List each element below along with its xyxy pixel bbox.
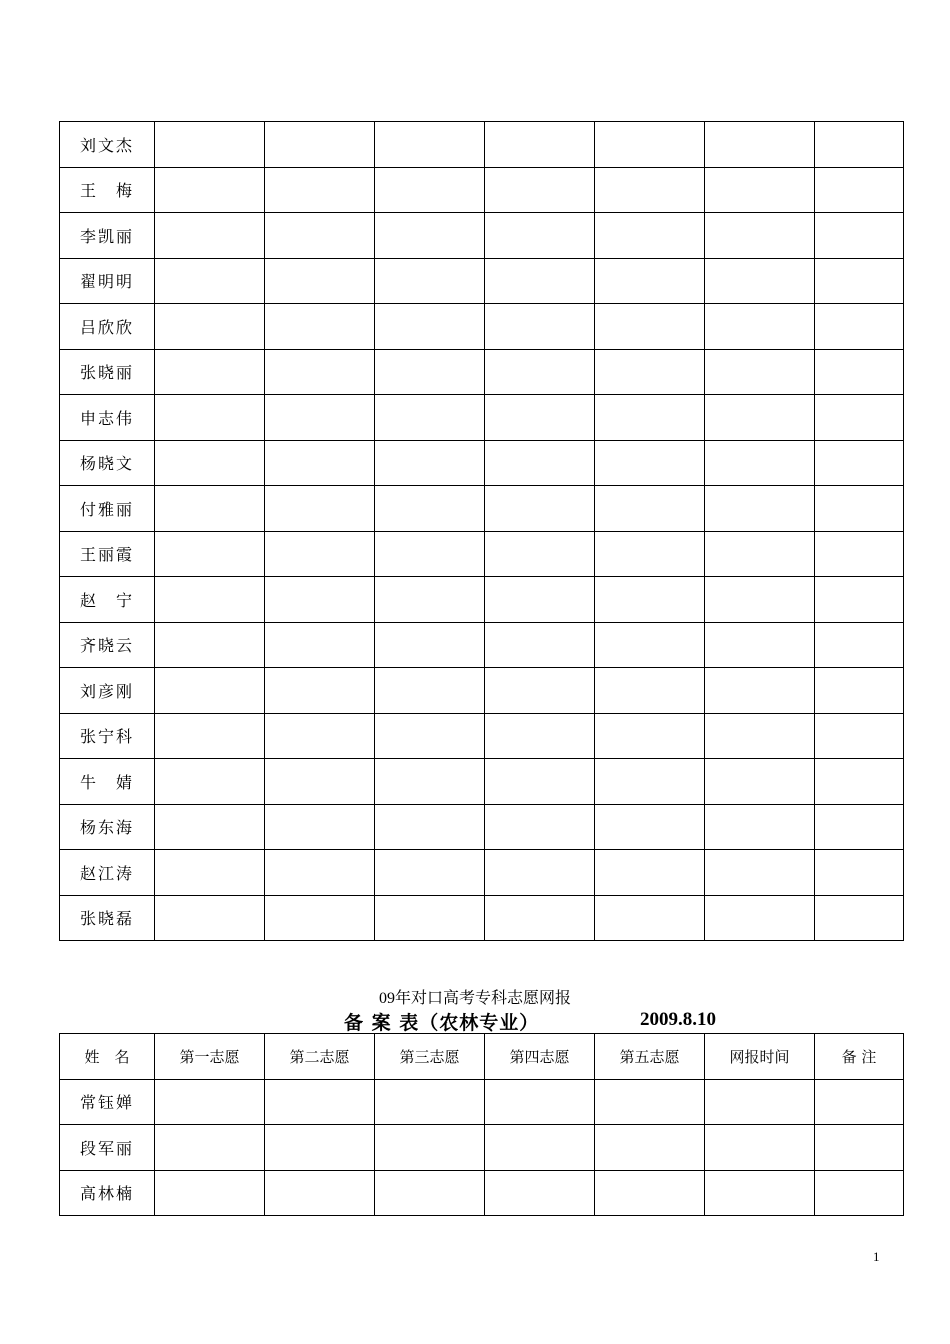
empty-cell[interactable] — [705, 1079, 815, 1125]
empty-cell[interactable] — [705, 1170, 815, 1216]
header-choice-4: 第四志愿 — [485, 1034, 595, 1080]
empty-cell[interactable] — [705, 395, 815, 441]
student-name-cell: 杨东海 — [60, 804, 155, 850]
empty-cell[interactable] — [155, 258, 265, 304]
empty-cell[interactable] — [485, 850, 595, 896]
empty-cell[interactable] — [705, 531, 815, 577]
empty-cell[interactable] — [705, 804, 815, 850]
table-row — [60, 349, 904, 395]
student-name-cell: 张晓磊 — [60, 895, 155, 941]
empty-cell[interactable] — [375, 759, 485, 805]
empty-cell[interactable] — [485, 122, 595, 168]
student-name-cell: 李凯丽 — [60, 213, 155, 259]
header-row — [60, 1034, 904, 1080]
empty-cell[interactable] — [375, 395, 485, 441]
empty-cell[interactable] — [485, 486, 595, 532]
table-row — [60, 531, 904, 577]
empty-cell[interactable] — [705, 122, 815, 168]
empty-cell[interactable] — [705, 668, 815, 714]
empty-cell[interactable] — [375, 668, 485, 714]
table-row — [60, 622, 904, 668]
empty-cell[interactable] — [155, 895, 265, 941]
empty-cell[interactable] — [375, 213, 485, 259]
table-row — [60, 167, 904, 213]
empty-cell[interactable] — [705, 167, 815, 213]
empty-cell[interactable] — [265, 1170, 375, 1216]
top-registration-table — [59, 121, 904, 941]
student-name-cell: 常钰婵 — [60, 1079, 155, 1125]
empty-cell[interactable] — [485, 1125, 595, 1171]
empty-cell[interactable] — [155, 622, 265, 668]
empty-cell[interactable] — [375, 1079, 485, 1125]
empty-cell[interactable] — [265, 668, 375, 714]
table-row — [60, 850, 904, 896]
empty-cell[interactable] — [375, 850, 485, 896]
empty-cell[interactable] — [595, 1170, 705, 1216]
empty-cell[interactable] — [375, 577, 485, 623]
empty-cell[interactable] — [155, 395, 265, 441]
empty-cell[interactable] — [485, 1170, 595, 1216]
student-name-cell: 赵江涛 — [60, 850, 155, 896]
empty-cell[interactable] — [485, 668, 595, 714]
table-row — [60, 713, 904, 759]
empty-cell[interactable] — [375, 895, 485, 941]
empty-cell[interactable] — [705, 713, 815, 759]
bottom-table-body — [60, 1079, 904, 1216]
empty-cell[interactable] — [265, 349, 375, 395]
table-row — [60, 895, 904, 941]
table-row — [60, 486, 904, 532]
empty-cell[interactable] — [815, 759, 904, 805]
empty-cell[interactable] — [595, 395, 705, 441]
empty-cell[interactable] — [815, 531, 904, 577]
empty-cell[interactable] — [485, 304, 595, 350]
empty-cell[interactable] — [705, 258, 815, 304]
student-name-cell: 王 梅 — [60, 167, 155, 213]
empty-cell[interactable] — [595, 440, 705, 486]
empty-cell[interactable] — [595, 895, 705, 941]
empty-cell[interactable] — [815, 395, 904, 441]
empty-cell[interactable] — [595, 850, 705, 896]
empty-cell[interactable] — [705, 1125, 815, 1171]
empty-cell[interactable] — [375, 1170, 485, 1216]
empty-cell[interactable] — [815, 1170, 904, 1216]
empty-cell[interactable] — [595, 804, 705, 850]
student-name-cell: 王丽霞 — [60, 531, 155, 577]
empty-cell[interactable] — [595, 486, 705, 532]
empty-cell[interactable] — [705, 895, 815, 941]
table-row — [60, 668, 904, 714]
empty-cell[interactable] — [485, 577, 595, 623]
empty-cell[interactable] — [705, 850, 815, 896]
empty-cell[interactable] — [265, 167, 375, 213]
student-name-cell: 牛 婧 — [60, 759, 155, 805]
header-choice-3: 第三志愿 — [375, 1034, 485, 1080]
empty-cell[interactable] — [595, 759, 705, 805]
empty-cell[interactable] — [265, 486, 375, 532]
student-name-cell: 高林楠 — [60, 1170, 155, 1216]
empty-cell[interactable] — [705, 486, 815, 532]
header-remarks: 备 注 — [815, 1034, 904, 1080]
table-row — [60, 395, 904, 441]
empty-cell[interactable] — [595, 531, 705, 577]
form-subtitle: 09年对口高考专科志愿网报 — [378, 990, 571, 1007]
empty-cell[interactable] — [265, 713, 375, 759]
student-name-cell: 刘文杰 — [60, 122, 155, 168]
empty-cell[interactable] — [595, 1079, 705, 1125]
empty-cell[interactable] — [155, 713, 265, 759]
empty-cell[interactable] — [815, 213, 904, 259]
empty-cell[interactable] — [155, 1079, 265, 1125]
form-title: 备 案 表（农林专业） — [344, 1012, 540, 1034]
empty-cell[interactable] — [155, 668, 265, 714]
table-row — [60, 440, 904, 486]
empty-cell[interactable] — [595, 577, 705, 623]
student-name-cell: 付雅丽 — [60, 486, 155, 532]
empty-cell[interactable] — [595, 213, 705, 259]
empty-cell[interactable] — [155, 122, 265, 168]
empty-cell[interactable] — [265, 395, 375, 441]
empty-cell[interactable] — [705, 759, 815, 805]
student-name-cell: 申志伟 — [60, 395, 155, 441]
empty-cell[interactable] — [265, 440, 375, 486]
empty-cell[interactable] — [485, 713, 595, 759]
empty-cell[interactable] — [375, 349, 485, 395]
table-row — [60, 577, 904, 623]
header-choice-2: 第二志愿 — [265, 1034, 375, 1080]
empty-cell[interactable] — [485, 1079, 595, 1125]
empty-cell[interactable] — [815, 486, 904, 532]
empty-cell[interactable] — [155, 850, 265, 896]
empty-cell[interactable] — [375, 486, 485, 532]
header-choice-1: 第一志愿 — [155, 1034, 265, 1080]
student-name-cell: 赵 宁 — [60, 577, 155, 623]
student-name-cell: 吕欣欣 — [60, 304, 155, 350]
empty-cell[interactable] — [265, 258, 375, 304]
table-row — [60, 804, 904, 850]
empty-cell[interactable] — [155, 1125, 265, 1171]
empty-cell[interactable] — [265, 895, 375, 941]
empty-cell[interactable] — [265, 622, 375, 668]
table-row — [60, 1079, 904, 1125]
student-name-cell: 刘彦刚 — [60, 668, 155, 714]
header-submit-time: 网报时间 — [705, 1034, 815, 1080]
student-name-cell: 翟明明 — [60, 258, 155, 304]
empty-cell[interactable] — [815, 895, 904, 941]
empty-cell[interactable] — [595, 122, 705, 168]
empty-cell[interactable] — [815, 713, 904, 759]
empty-cell[interactable] — [485, 258, 595, 304]
empty-cell[interactable] — [155, 349, 265, 395]
student-name-cell: 张宁科 — [60, 713, 155, 759]
empty-cell[interactable] — [155, 531, 265, 577]
empty-cell[interactable] — [595, 349, 705, 395]
form-date: 2009.8.10 — [640, 1009, 716, 1030]
empty-cell[interactable] — [155, 577, 265, 623]
bottom-registration-table — [59, 1033, 904, 1216]
table-row — [60, 122, 904, 168]
empty-cell[interactable] — [705, 440, 815, 486]
empty-cell[interactable] — [375, 1125, 485, 1171]
empty-cell[interactable] — [155, 486, 265, 532]
empty-cell[interactable] — [705, 622, 815, 668]
empty-cell[interactable] — [155, 213, 265, 259]
empty-cell[interactable] — [705, 349, 815, 395]
empty-cell[interactable] — [705, 304, 815, 350]
empty-cell[interactable] — [265, 1125, 375, 1171]
empty-cell[interactable] — [595, 668, 705, 714]
table-row — [60, 759, 904, 805]
empty-cell[interactable] — [375, 804, 485, 850]
empty-cell[interactable] — [375, 122, 485, 168]
student-name-cell: 杨晓文 — [60, 440, 155, 486]
empty-cell[interactable] — [375, 622, 485, 668]
empty-cell[interactable] — [265, 213, 375, 259]
empty-cell[interactable] — [815, 1125, 904, 1171]
empty-cell[interactable] — [815, 349, 904, 395]
empty-cell[interactable] — [705, 213, 815, 259]
empty-cell[interactable] — [815, 668, 904, 714]
empty-cell[interactable] — [375, 531, 485, 577]
empty-cell[interactable] — [815, 122, 904, 168]
empty-cell[interactable] — [155, 804, 265, 850]
student-name-cell: 张晓丽 — [60, 349, 155, 395]
empty-cell[interactable] — [485, 622, 595, 668]
empty-cell[interactable] — [155, 304, 265, 350]
empty-cell[interactable] — [815, 258, 904, 304]
empty-cell[interactable] — [815, 577, 904, 623]
empty-cell[interactable] — [155, 440, 265, 486]
empty-cell[interactable] — [485, 759, 595, 805]
top-table-body — [60, 122, 904, 941]
empty-cell[interactable] — [815, 850, 904, 896]
empty-cell[interactable] — [815, 1079, 904, 1125]
empty-cell[interactable] — [265, 122, 375, 168]
empty-cell[interactable] — [595, 622, 705, 668]
empty-cell[interactable] — [485, 531, 595, 577]
table-row — [60, 1125, 904, 1171]
empty-cell[interactable] — [595, 713, 705, 759]
empty-cell[interactable] — [815, 167, 904, 213]
empty-cell[interactable] — [155, 1170, 265, 1216]
table-row — [60, 258, 904, 304]
student-name-cell: 段军丽 — [60, 1125, 155, 1171]
empty-cell[interactable] — [265, 531, 375, 577]
empty-cell[interactable] — [265, 1079, 375, 1125]
empty-cell[interactable] — [485, 167, 595, 213]
empty-cell[interactable] — [265, 577, 375, 623]
empty-cell[interactable] — [595, 304, 705, 350]
empty-cell[interactable] — [155, 759, 265, 805]
student-name-cell: 齐晓云 — [60, 622, 155, 668]
empty-cell[interactable] — [815, 304, 904, 350]
empty-cell[interactable] — [595, 1125, 705, 1171]
page-number: 1 — [873, 1249, 880, 1264]
empty-cell[interactable] — [375, 713, 485, 759]
empty-cell[interactable] — [595, 258, 705, 304]
empty-cell[interactable] — [265, 304, 375, 350]
empty-cell[interactable] — [265, 804, 375, 850]
empty-cell[interactable] — [485, 349, 595, 395]
empty-cell[interactable] — [705, 577, 815, 623]
empty-cell[interactable] — [265, 759, 375, 805]
empty-cell[interactable] — [485, 213, 595, 259]
empty-cell[interactable] — [265, 850, 375, 896]
header-name: 姓 名 — [60, 1034, 155, 1080]
empty-cell[interactable] — [485, 895, 595, 941]
table-row — [60, 1170, 904, 1216]
empty-cell[interactable] — [375, 440, 485, 486]
empty-cell[interactable] — [815, 622, 904, 668]
empty-cell[interactable] — [375, 167, 485, 213]
empty-cell[interactable] — [375, 304, 485, 350]
empty-cell[interactable] — [815, 804, 904, 850]
empty-cell[interactable] — [375, 258, 485, 304]
header-choice-5: 第五志愿 — [595, 1034, 705, 1080]
empty-cell[interactable] — [485, 804, 595, 850]
table-row — [60, 213, 904, 259]
empty-cell[interactable] — [815, 440, 904, 486]
empty-cell[interactable] — [485, 395, 595, 441]
empty-cell[interactable] — [485, 440, 595, 486]
table-row — [60, 304, 904, 350]
empty-cell[interactable] — [155, 167, 265, 213]
empty-cell[interactable] — [595, 167, 705, 213]
